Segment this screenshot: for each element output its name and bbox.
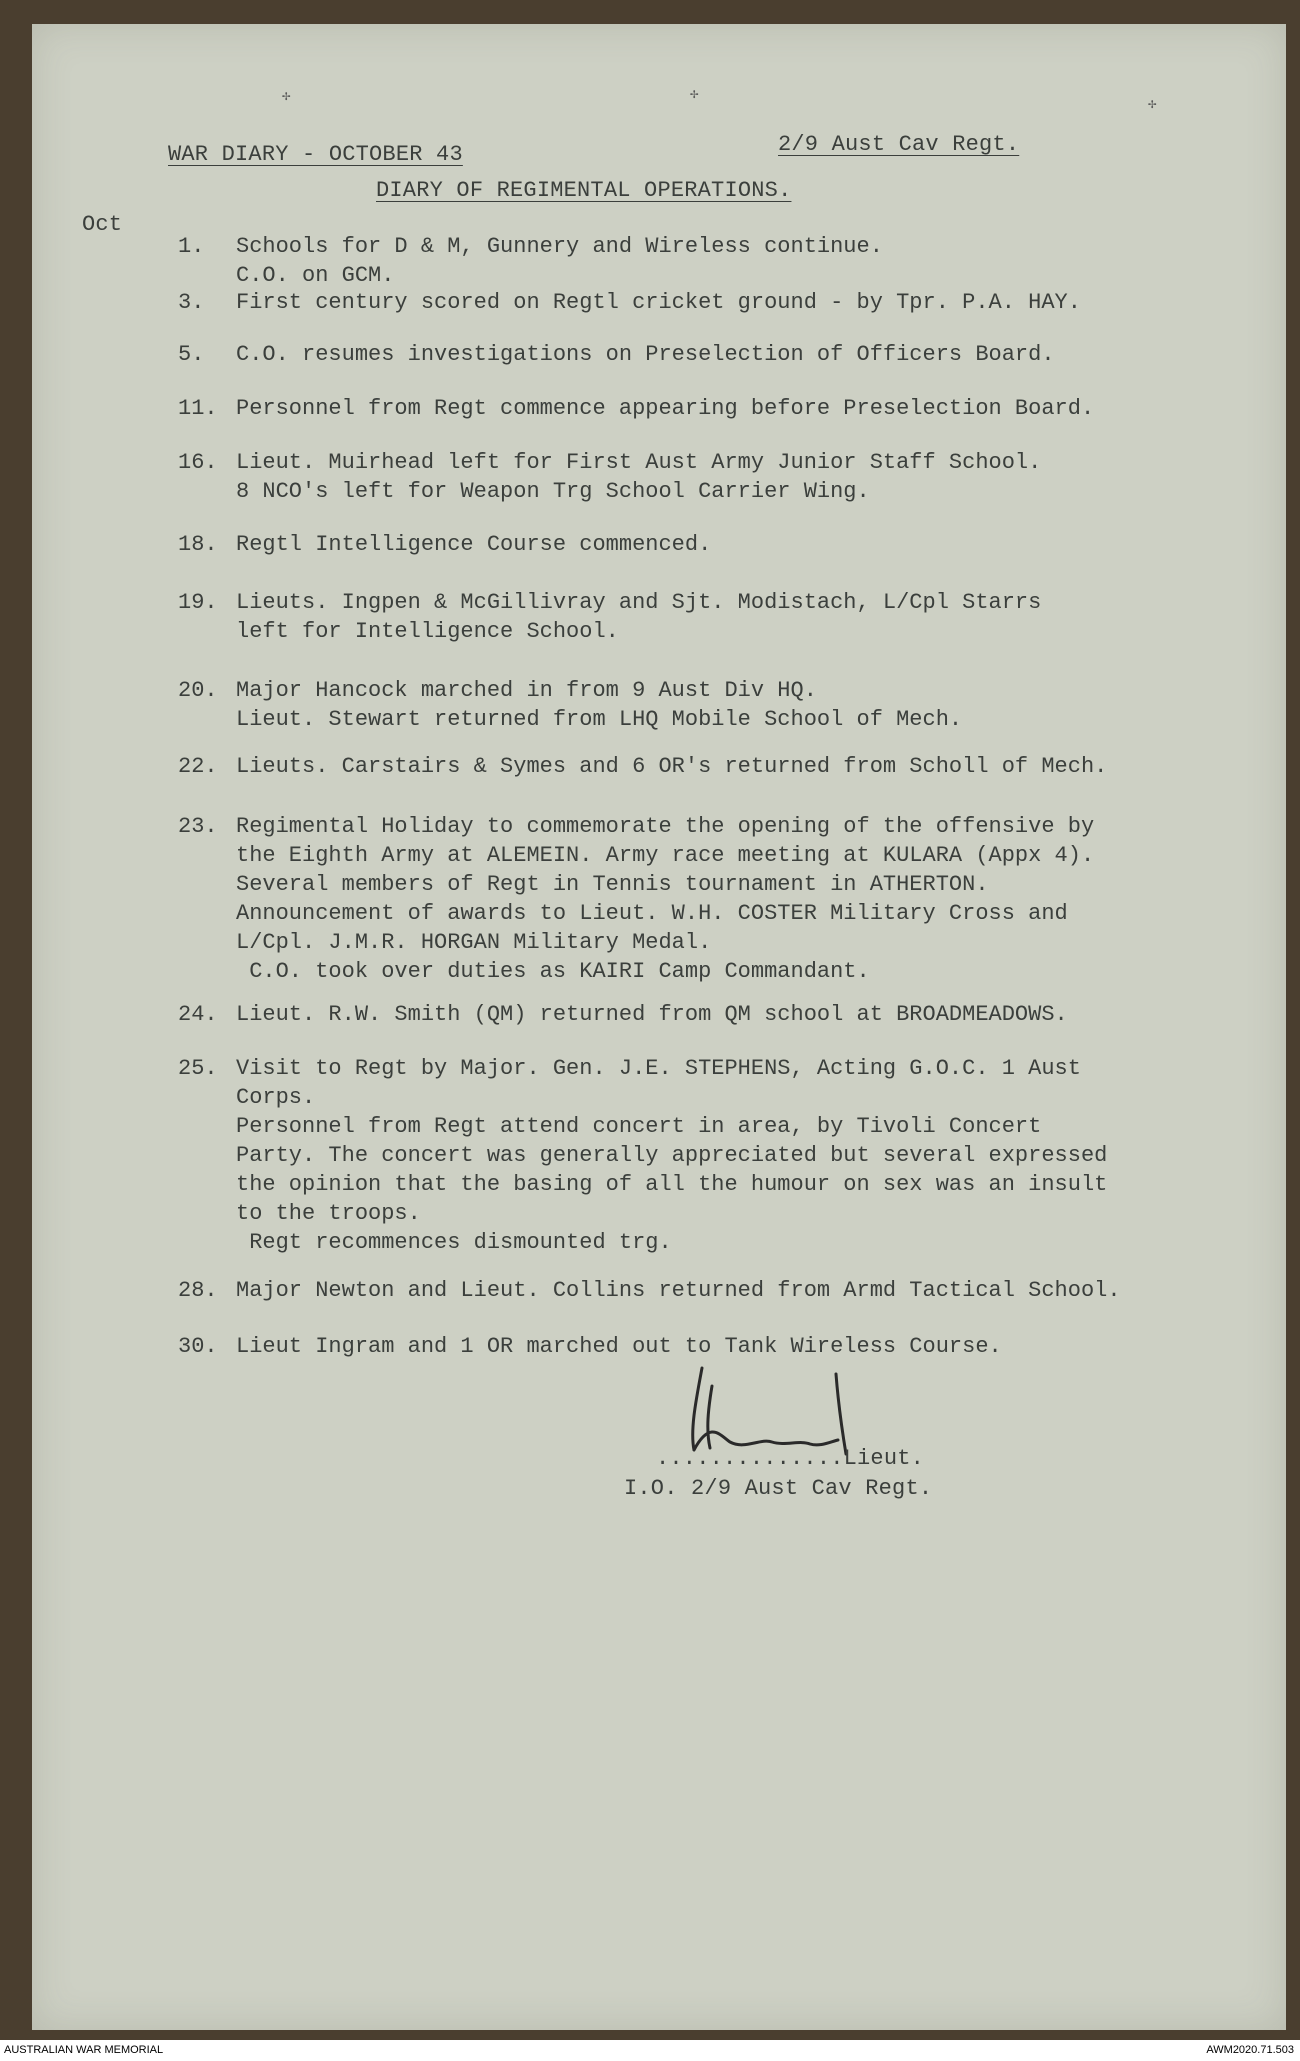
diary-header-left: WAR DIARY - OCTOBER 43 bbox=[168, 142, 463, 167]
diary-entry: 16. Lieut. Muirhead left for First Aust Army Junior Staff School. 8 NCO's left for Weapon Trg School Carrier Wing. bbox=[178, 450, 1042, 504]
signature-line: ..............Lieut. bbox=[656, 1446, 925, 1471]
diary-entry: 23. Regimental Holiday to commemorate the opening of the offensive by the Eighth Army at ALEMEIN. Army race meeting at KULARA (Appx 4). Several members of Regt in Tennis tournament in ATHERTON. Announcement of awards to Lieut. W.H. COSTER Military Cross and L/Cpl. J.M.R. HORGAN Military Medal. C.O. took over duties as KAIRI Camp Commandant. bbox=[178, 814, 1095, 984]
entry-day: 1. bbox=[178, 234, 205, 259]
diary-entry: 1. Schools for D & M, Gunnery and Wireless continue. C.O. on GCM. bbox=[178, 234, 883, 288]
archive-footer bbox=[0, 2040, 1300, 2061]
diary-entry: 11. Personnel from Regt commence appearing before Preselection Board. bbox=[178, 396, 1095, 421]
archive-reference: AWM2020.71.503 bbox=[1206, 2044, 1294, 2056]
entry-day: 28. bbox=[178, 1278, 218, 1303]
entry-day: 22. bbox=[178, 754, 218, 779]
diary-entry: 30. Lieut Ingram and 1 OR marched out to Tank Wireless Course. bbox=[178, 1334, 1002, 1359]
diary-entry: 18. Regtl Intelligence Course commenced. bbox=[178, 532, 712, 557]
entry-day: 30. bbox=[178, 1334, 218, 1359]
entry-day: 24. bbox=[178, 1002, 218, 1027]
pin-mark: ✢ bbox=[1148, 97, 1157, 113]
entry-day: 25. bbox=[178, 1056, 218, 1081]
month-label: Oct bbox=[82, 212, 123, 237]
diary-entry: 3. First century scored on Regtl cricket ground - by Tpr. P.A. HAY. bbox=[178, 290, 1081, 315]
pin-mark: ✢ bbox=[282, 89, 291, 105]
entry-day: 23. bbox=[178, 814, 218, 839]
diary-entry: 28. Major Newton and Lieut. Collins returned from Armd Tactical School. bbox=[178, 1278, 1121, 1303]
entry-day: 11. bbox=[178, 396, 218, 421]
diary-entry: 5. C.O. resumes investigations on Preselection of Officers Board. bbox=[178, 342, 1055, 367]
entry-day: 5. bbox=[178, 342, 205, 367]
entry-day: 16. bbox=[178, 450, 218, 475]
entry-day: 20. bbox=[178, 678, 218, 703]
archive-name: AUSTRALIAN WAR MEMORIAL bbox=[4, 2044, 164, 2056]
diary-entry: 24. Lieut. R.W. Smith (QM) returned from QM school at BROADMEADOWS. bbox=[178, 1002, 1068, 1027]
pin-mark: ✢ bbox=[690, 87, 699, 103]
diary-header-right: 2/9 Aust Cav Regt. bbox=[778, 132, 1020, 157]
page-title: DIARY OF REGIMENTAL OPERATIONS. bbox=[376, 178, 792, 203]
diary-entry: 25. Visit to Regt by Major. Gen. J.E. STEPHENS, Acting G.O.C. 1 Aust Corps. Personnel from Regt attend concert in area, by Tivoli Concert Party. The concert was generally appreciated but several expressed the opinion that the basing of all the humour on sex was an insult to the troops. Regt recommences dismounted trg. bbox=[178, 1056, 1108, 1255]
diary-entry: 22. Lieuts. Carstairs & Symes and 6 OR's returned from Scholl of Mech. bbox=[178, 754, 1108, 779]
entry-day: 18. bbox=[178, 532, 218, 557]
entry-day: 19. bbox=[178, 590, 218, 615]
diary-entry: 19. Lieuts. Ingpen & McGillivray and Sjt. Modistach, L/Cpl Starrs left for Intelligence School. bbox=[178, 590, 1042, 644]
signature-unit: I.O. 2/9 Aust Cav Regt. bbox=[624, 1476, 933, 1501]
entry-day: 3. bbox=[178, 290, 205, 315]
diary-entry: 20. Major Hancock marched in from 9 Aust Div HQ. Lieut. Stewart returned from LHQ Mobile School of Mech. bbox=[178, 678, 963, 732]
